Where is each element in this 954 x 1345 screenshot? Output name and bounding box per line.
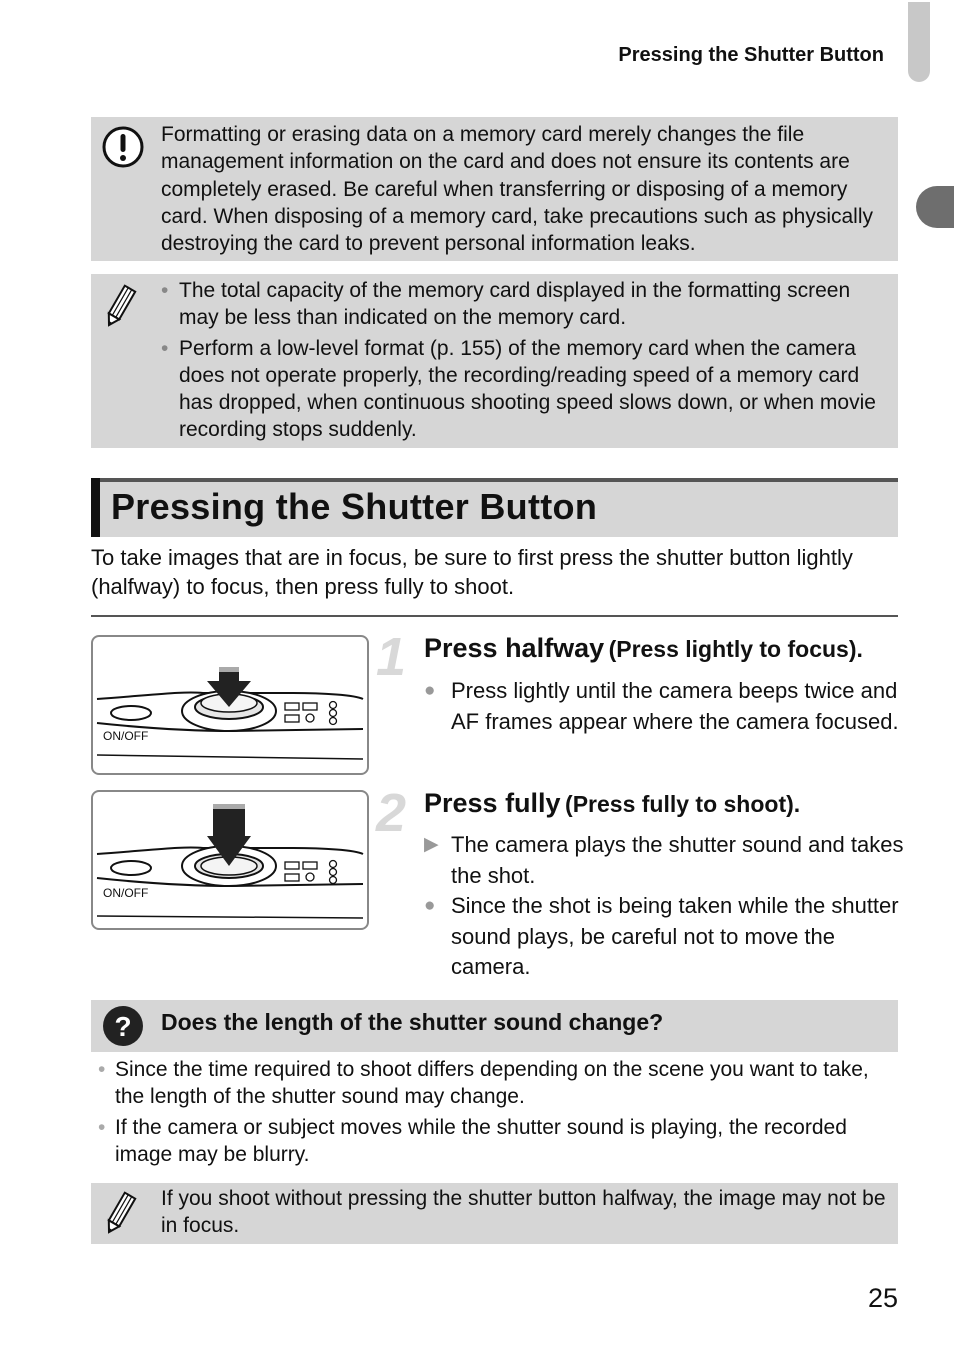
step-item-text: Press lightly until the camera beeps twice and AF frames appear where the camera focused.: [451, 678, 899, 734]
step-instructions: [424, 830, 904, 983]
section-intro: To take images that are in focus, be sure to first press the shutter button lightly (halfway) to focus, then press fully to shoot.: [91, 545, 853, 599]
step-number: 2: [376, 783, 407, 843]
circle-bullet-icon: ●: [424, 680, 436, 701]
bullet-dot: •: [161, 279, 169, 302]
step-number: 1: [376, 627, 407, 687]
section-heading: [91, 478, 898, 537]
step-title-sub: (Press fully to shoot).: [565, 791, 801, 817]
caution-box: [91, 117, 898, 261]
step-item-text: The camera plays the shutter sound and takes the shot.: [451, 832, 904, 888]
triangle-bullet-icon: ▶: [424, 834, 439, 855]
shutter-halfway-illustration: [91, 635, 369, 775]
faq-item: [98, 1114, 898, 1169]
step-item: [424, 676, 904, 737]
memo-item-text: The total capacity of the memory card displayed in the formatting screen may be less than indicated on the memory card.: [179, 279, 851, 330]
step-title-sub: (Press lightly to focus).: [608, 636, 863, 662]
chapter-tab: [908, 2, 930, 82]
running-header: Pressing the Shutter Button: [618, 44, 884, 66]
step-item: [424, 891, 904, 983]
svg-text:?: ?: [114, 1011, 132, 1042]
faq-item-text: If the camera or subject moves while the shutter sound is playing, the recorded image may be blurry.: [115, 1115, 847, 1166]
chapter-tab-marker: [916, 186, 954, 228]
step-title-main: Press fully: [424, 788, 561, 818]
step-title: [424, 788, 800, 819]
step-item-text: Since the shot is being taken while the shutter sound plays, be careful not to move the camera.: [451, 893, 899, 979]
caution-icon: [101, 125, 145, 169]
bullet-dot: •: [161, 336, 169, 360]
faq-question: Does the length of the shutter sound change?: [161, 1009, 664, 1035]
on-off-label: ON/OFF: [103, 886, 149, 900]
memo-item: [161, 277, 891, 332]
faq-answers: [98, 1056, 898, 1171]
memo-item: [161, 335, 891, 444]
camera-top-fully-image: [93, 792, 367, 928]
memo-box: [91, 1183, 898, 1244]
faq-item: [98, 1056, 898, 1111]
circle-bullet-icon: ●: [424, 895, 436, 916]
memo-text: If you shoot without pressing the shutter button halfway, the image may not be in focus.: [161, 1187, 886, 1238]
step-title-main: Press halfway: [424, 633, 605, 663]
heading-accent-bar: [91, 478, 100, 537]
on-off-label: ON/OFF: [103, 729, 149, 743]
pencil-icon: [103, 282, 137, 330]
page-number: 25: [867, 1283, 898, 1313]
bullet-dot: •: [98, 1058, 106, 1081]
faq-item-text: Since the time required to shoot differs depending on the scene you want to take, the length of the shutter sound may change.: [115, 1058, 869, 1109]
step-instructions: [424, 676, 904, 737]
question-icon: [102, 1005, 144, 1047]
camera-top-halfway-image: [93, 637, 367, 773]
bullet-dot: •: [98, 1115, 106, 1139]
memo-box: [91, 274, 898, 448]
faq-box: [91, 1000, 898, 1052]
step-title: [424, 633, 863, 664]
section-title: Pressing the Shutter Button: [111, 486, 598, 527]
memo-item-text: Perform a low-level format (p. 155) of the memory card when the camera does not operate properly, the recording/reading speed of a memory card has dropped, when continuous shooting speed slows down, or when movie recording stops suddenly.: [179, 336, 876, 442]
step-item: [424, 830, 904, 891]
divider: [91, 615, 898, 617]
pencil-icon: [103, 1189, 137, 1237]
caution-text: Formatting or erasing data on a memory card merely changes the file management information on the card and does not ensure its contents are completely erased. Be careful when transferring or disposing of a memory card. When disposing of a memory card, take precautions such as physically destroying the card to prevent personal information leaks.: [161, 123, 874, 256]
shutter-fully-illustration: [91, 790, 369, 930]
